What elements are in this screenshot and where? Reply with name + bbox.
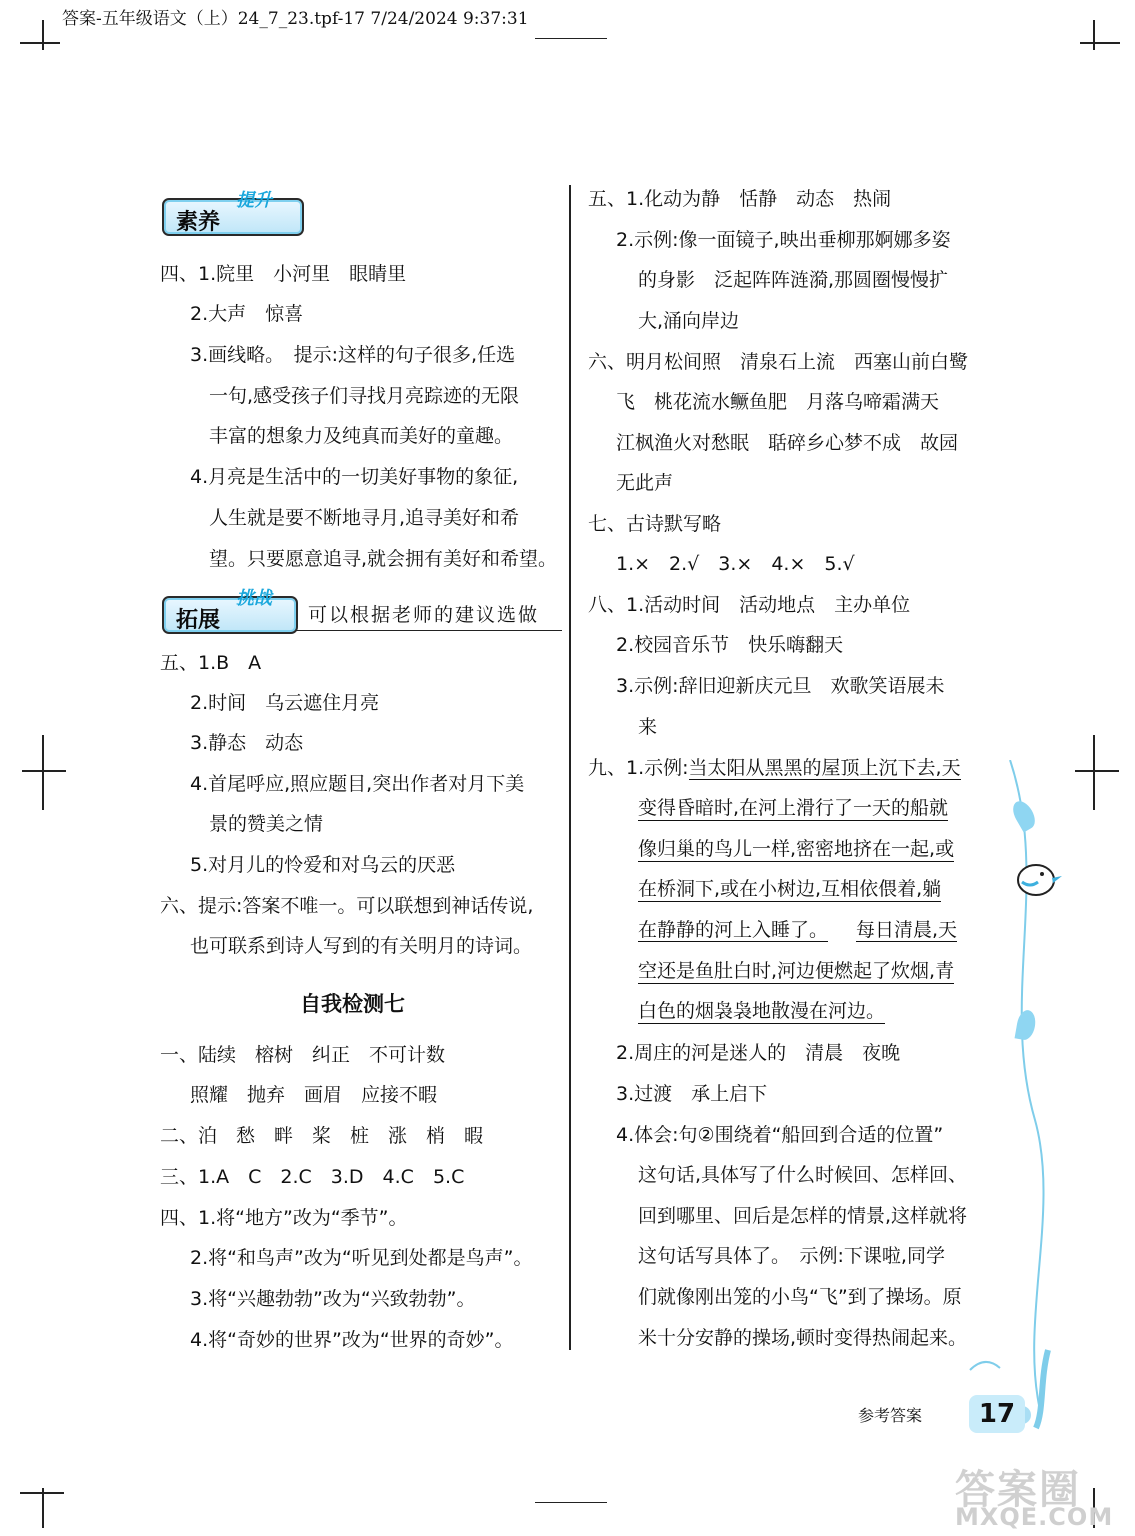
answer-line: 3.过渡 承上启下 [616, 1083, 768, 1105]
crop-mark [1093, 20, 1095, 50]
badge-main-text: 素养 [176, 210, 221, 235]
answer-line: 六、明月松间照 清泉石上流 西塞山前白鹭 [588, 351, 969, 373]
page-number: 17 [969, 1395, 1025, 1433]
answer-line: 飞 桃花流水鳜鱼肥 月落乌啼霜满天 [616, 391, 940, 413]
underlined-sentence: 白色的烟袅袅地散漫在河边。 [638, 1000, 886, 1022]
answer-line: 这句话,具体写了什么时候回、怎样回、 [638, 1164, 968, 1186]
underlined-sentence: 每日清晨,天 [856, 919, 958, 941]
answer-line: 望。只要愿意追寻,就会拥有美好和希望。 [209, 548, 558, 570]
answer-line: 4.月亮是生活中的一切美好事物的象征, [190, 466, 519, 488]
crop-mark [42, 1488, 44, 1528]
answer-line: 也可联系到诗人写到的有关明月的诗词。 [190, 935, 533, 957]
answer-line: 这句话写具体了。 示例:下课啦,同学 [638, 1245, 945, 1267]
answer-line: 丰富的想象力及纯真而美好的童趣。 [209, 425, 514, 447]
bird-icon [1012, 852, 1064, 900]
crop-mark [42, 735, 44, 810]
answer-line: 3.画线略。 提示:这样的句子很多,任选 [190, 344, 516, 366]
footer-label: 参考答案 [858, 1406, 923, 1425]
underlined-sentence: 当太阳从黑黑的屋顶上沉下去,天 [688, 757, 961, 779]
answer-line: 五、1.化动为静 恬静 动态 热闹 [588, 188, 892, 210]
badge-main-text: 拓展 [176, 608, 221, 633]
answer-line: 米十分安静的操场,顿时变得热闹起来。 [638, 1327, 968, 1349]
watermark-url: MXQE.COM [955, 1503, 1114, 1531]
tuozhan-badge [162, 588, 298, 634]
answer-line: 2.校园音乐节 快乐嗨翻天 [616, 634, 844, 656]
answer-line: 景的赞美之情 [209, 813, 324, 835]
answer-line: 四、1.将“地方”改为“季节”。 [160, 1207, 408, 1229]
section-title: 自我检测七 [300, 992, 405, 1016]
underlined-sentence: 在静静的河上入睡了。 [638, 919, 829, 941]
underlined-sentence: 像归巢的鸟儿一样,密密地挤在一起,或 [638, 838, 955, 860]
answer-line: 4.将“奇妙的世界”改为“世界的奇妙”。 [190, 1329, 514, 1351]
answer-line: 八、1.活动时间 活动地点 主办单位 [588, 594, 911, 616]
answer-line: 照耀 抛弃 画眉 应接不暇 [190, 1084, 438, 1106]
underlined-sentence: 在桥洞下,或在小树边,互相依偎着,躺 [638, 878, 942, 900]
answer-line: 大,涌向岸边 [638, 310, 740, 332]
answer-line: 五、1.B A [160, 652, 262, 674]
badge-sub-text: 挑战 [236, 588, 272, 609]
answer-line: 来 [638, 716, 658, 738]
underlined-sentence: 变得昏暗时,在河上滑行了一天的船就 [638, 797, 949, 819]
answer-line [588, 756, 961, 780]
answer-line: 3.示例:辞旧迎新庆元旦 欢歌笑语展未 [616, 675, 945, 697]
watermark-logo: 答案圈 [955, 1467, 1081, 1513]
answer-line: 2.大声 惊喜 [190, 303, 304, 325]
crop-mark [20, 42, 60, 44]
optional-note: 可以根据老师的建议选做 [308, 604, 540, 626]
crop-mark [1080, 42, 1120, 44]
crop-mark [1093, 735, 1095, 810]
crop-mark [22, 770, 66, 772]
answer-line: 回到哪里、回后是怎样的情景,这样就将 [638, 1205, 968, 1227]
answer-line: 人生就是要不断地寻月,追寻美好和希 [209, 507, 520, 529]
answer-line: 一句,感受孩子们寻找月亮踪迹的无限 [209, 385, 520, 407]
print-header: 答案-五年级语文（上）24_7_23.tpf-17 7/24/2024 9:37:31 [62, 9, 529, 29]
crop-mark [20, 1492, 64, 1494]
note-underline [296, 630, 562, 631]
answer-line: 2.周庄的河是迷人的 清晨 夜晚 [616, 1042, 901, 1064]
answer-line: 的身影 泛起阵阵涟漪,那圆圈慢慢扩 [638, 269, 949, 291]
answer-line: 2.将“和鸟声”改为“听见到处都是鸟声”。 [190, 1247, 533, 1269]
answer-line: 4.体会:句②围绕着“船回到合适的位置” [616, 1124, 944, 1146]
crop-mark [42, 20, 44, 50]
answer-line: 3.将“兴趣勃勃”改为“兴致勃勃”。 [190, 1288, 476, 1310]
answer-line: 2.时间 乌云遮住月亮 [190, 692, 380, 714]
answer-line [638, 918, 957, 942]
answer-line: 无此声 [616, 472, 674, 494]
answer-line: 二、泊 愁 畔 桨 桩 涨 梢 暇 [160, 1125, 484, 1147]
answer-line: 六、提示:答案不唯一。可以联想到神话传说, [160, 895, 534, 917]
suyang-badge [162, 190, 304, 236]
answer-line: 一、陆续 榕树 纠正 不可计数 [160, 1044, 446, 1066]
answer-line: 4.首尾呼应,照应题目,突出作者对月下美 [190, 773, 525, 795]
answer-line: 1.× 2.√ 3.× 4.× 5.√ [616, 553, 855, 575]
answer-line: 3.静态 动态 [190, 732, 304, 754]
crop-mark [535, 1502, 607, 1503]
answer-line: 江枫渔火对愁眠 聒碎乡心梦不成 故园 [616, 432, 959, 454]
badge-sub-text: 提升 [236, 190, 272, 211]
crop-mark [535, 38, 607, 39]
answer-line: 2.示例:像一面镜子,映出垂柳那婀娜多姿 [616, 229, 951, 251]
crop-mark [1075, 770, 1119, 772]
answer-line: 三、1.A C 2.C 3.D 4.C 5.C [160, 1166, 465, 1188]
underlined-sentence: 空还是鱼肚白时,河边便燃起了炊烟,青 [638, 960, 955, 982]
answer-line: 5.对月儿的怜爱和对乌云的厌恶 [190, 854, 456, 876]
answer-line: 们就像刚出笼的小鸟“飞”到了操场。原 [638, 1286, 962, 1308]
answer-line: 四、1.院里 小河里 眼睛里 [160, 263, 407, 285]
column-divider [569, 185, 571, 1350]
answer-line: 七、古诗默写略 [588, 513, 722, 535]
answer-prefix: 九、1.示例: [588, 757, 689, 779]
